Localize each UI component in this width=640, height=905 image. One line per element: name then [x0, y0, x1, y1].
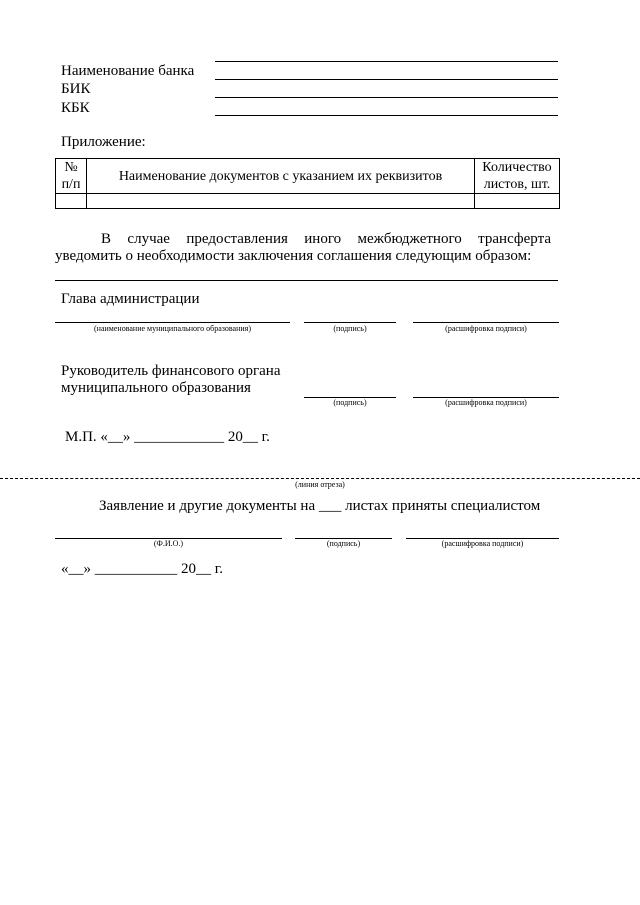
col-num-header: № п/п: [56, 159, 87, 194]
table-cell-qty[interactable]: [475, 194, 560, 209]
finance-head-title-2: муниципального образования: [61, 380, 251, 396]
bank-name-field-line[interactable]: [215, 61, 558, 62]
appendix-label: Приложение:: [61, 134, 146, 150]
table-header-row: [56, 159, 560, 194]
head-decoding-line[interactable]: [413, 322, 559, 323]
receipt-decoding-caption: (расшифровка подписи): [441, 539, 524, 548]
kbk-label: КБК: [61, 100, 90, 116]
extra-field-line[interactable]: [215, 115, 558, 116]
head-signature-line[interactable]: [304, 322, 396, 323]
bik-label: БИК: [61, 81, 91, 97]
notice-line-2: уведомить о необходимости заключения соглашения следующим образом:: [55, 248, 532, 264]
table-row: [56, 194, 560, 209]
bank-name-label: Наименование банка: [61, 63, 195, 79]
receipt-fio-caption: (Ф.И.О.): [153, 539, 184, 548]
municipality-field-line[interactable]: [55, 322, 290, 323]
stamp-date: М.П. «__» ____________ 20__ г.: [65, 429, 270, 445]
table-cell-num[interactable]: [56, 194, 87, 209]
head-decoding-caption: (расшифровка подписи): [445, 324, 527, 333]
kbk-field-line[interactable]: [215, 97, 558, 98]
head-admin-title: Глава администрации: [61, 291, 200, 307]
finance-signature-caption: (подпись): [333, 398, 367, 407]
col-name-header: Наименование документов с указанием их реквизитов: [87, 159, 475, 194]
receipt-signature-caption: (подпись): [326, 539, 361, 548]
receipt-date: «__» ___________ 20__ г.: [61, 561, 223, 577]
municipality-caption: (наименование муниципального образования): [94, 324, 251, 333]
cut-line: [0, 478, 640, 479]
cut-line-caption: (линия отреза): [295, 480, 345, 489]
finance-head-title-1: Руководитель финансового органа: [61, 363, 281, 379]
head-signature-caption: (подпись): [333, 324, 367, 333]
bik-field-line[interactable]: [215, 79, 558, 80]
documents-table: [55, 158, 560, 209]
notice-line-1: В случае предоставления иного межбюджетного трансферта: [101, 231, 551, 247]
receipt-text: Заявление и другие документы на ___ листах приняты специалистом: [99, 498, 541, 514]
col-qty-header: Количество листов, шт.: [475, 159, 560, 194]
notice-answer-line[interactable]: [55, 280, 558, 281]
finance-decoding-caption: (расшифровка подписи): [445, 398, 527, 407]
table-cell-name[interactable]: [87, 194, 475, 209]
